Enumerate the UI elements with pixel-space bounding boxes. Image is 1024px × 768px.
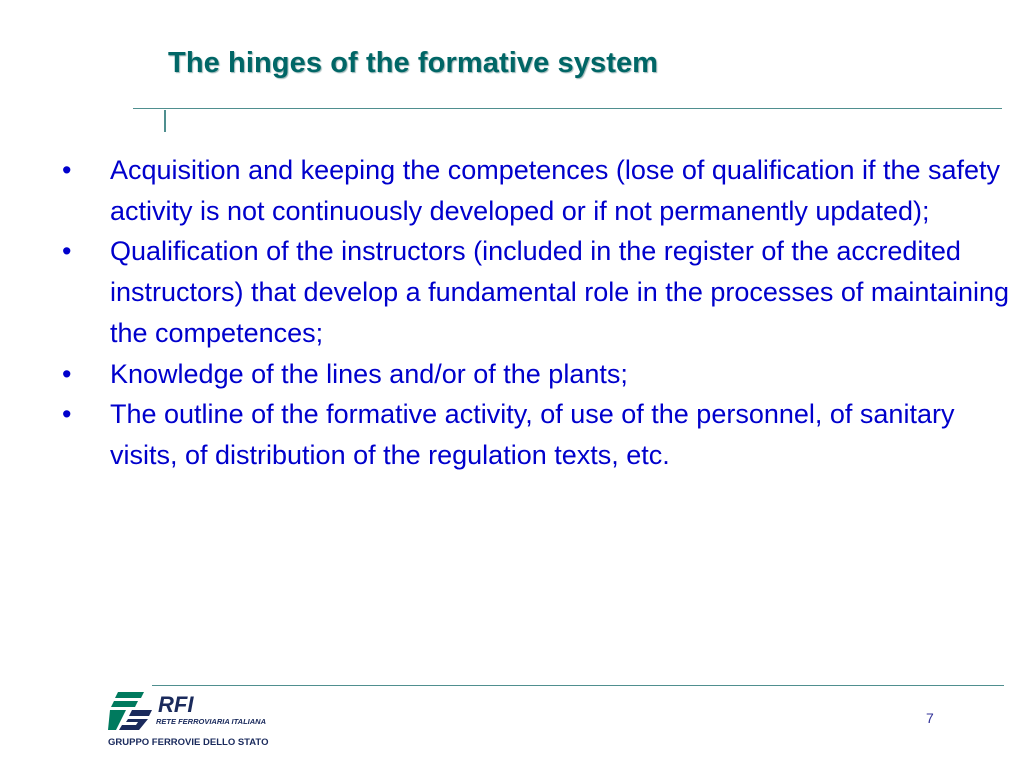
rfi-logo — [106, 688, 286, 750]
bullet-list — [0, 150, 1010, 476]
bullet-item — [0, 394, 1010, 475]
title-tick-mark — [164, 110, 166, 132]
footer-rule — [152, 685, 1004, 686]
bullet-marker: • — [62, 155, 72, 185]
title-underline-rule — [133, 108, 1002, 109]
logo-subtitle-text: RETE FERROVIARIA ITALIANA — [156, 717, 266, 726]
bullet-marker: • — [62, 399, 72, 430]
bullet-marker: • — [62, 358, 72, 389]
slide-title: The hinges of the formative system — [168, 47, 659, 79]
bullet-item — [0, 150, 1010, 231]
page-number: 7 — [926, 710, 934, 726]
fs-logo-icon — [108, 692, 152, 730]
logo-brand-text: RFI — [158, 692, 194, 717]
bullet-text: Acquisition and keeping the competences (lose of qualification if the safety activity is not continuously developed or if not permanently updated); — [110, 155, 1001, 226]
bullet-marker: • — [62, 236, 72, 267]
bullet-text: Knowledge of the lines and/or of the plants; — [110, 358, 628, 389]
bullet-item — [0, 231, 1010, 353]
logo-group-text: GRUPPO FERROVIE DELLO STATO — [108, 737, 269, 748]
bullet-item — [0, 354, 1010, 395]
bullet-text: The outline of the formative activity, of use of the personnel, of sanitary visits, of distribution of the regulation texts, etc. — [110, 399, 955, 470]
bullet-text: Qualification of the instructors (included in the register of the accredited instructors) that develop a fundamental role in the processes of maintaining the competences; — [110, 236, 1010, 348]
